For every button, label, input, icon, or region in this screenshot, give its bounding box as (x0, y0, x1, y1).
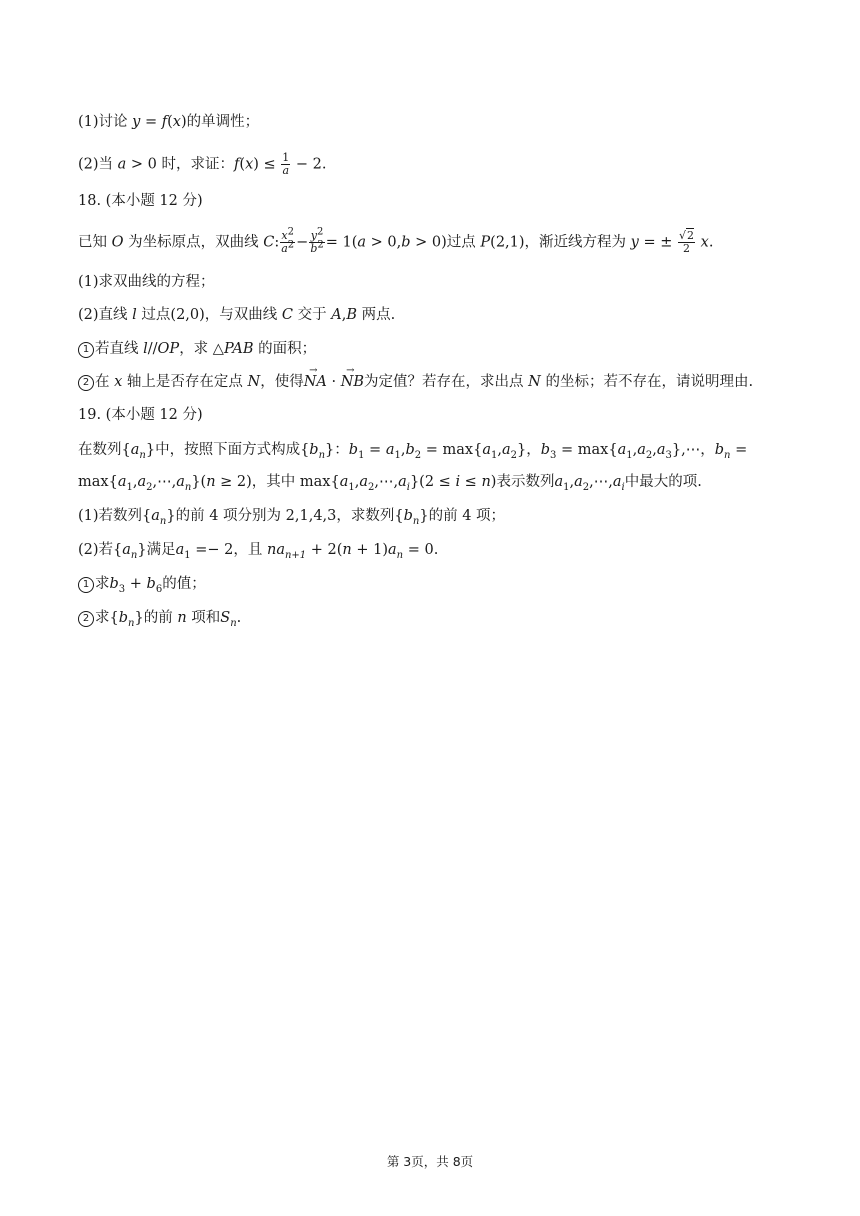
p19-sub1: 1 求$b_3 + b_6$的值； (78, 574, 206, 594)
p19-part1: (1)若数列$\{a_n\}$的前 4 项分别为 2,1,4,3，求数列$\{b_n\}$的前 4 项； (78, 508, 506, 527)
p19-part2: (2)若$\{a_n\}$满足$a_1 =- 2$，且 $na_{n+1} + 2(n + 1)a_n = 0$. (78, 542, 439, 561)
p19-stem-line1: 在数列$\{a_n\}$中，按照下面方式构成$\{b_n\}$：$b_1 = a_1,b_2 = \max\{a_1,a_2\}$，$b_3$ = $\max\{a_1,a_2,a_3\},\cdots$，$b_n$ = (78, 442, 748, 461)
p19-sub2: 2 求$\{b_n\}$的前 n 项和$S_n$. (78, 608, 241, 628)
p18-part2: (2)直线 l 过点(2,0)，与双曲线 C 交于 A,B 两点. (78, 307, 396, 323)
p17-part2: (2)当 a > 0 时，求证：f(x) ≤ $\frac{1}{a}$ − 2. (78, 151, 327, 177)
p19-stem-line2: $\max\{a_1,a_2,\cdots,a_n\}(n \ge 2)$，其中 $\max\{a_1,a_2,\cdots,a_i\}(2 \le i \le n)$表示数列$a_1,a_2,\cdots,a_i$中最大的项. (78, 474, 702, 493)
p19-header: 19. (本小题 12 分) (78, 407, 203, 423)
p17-part1: (1)讨论 y = f(x)的单调性； (78, 114, 260, 130)
p18-header: 18. (本小题 12 分) (78, 193, 203, 209)
p18-sub1: 1 若直线 l//OP，求 △PAB 的面积； (78, 339, 316, 359)
p18-part1: (1)求双曲线的方程； (78, 274, 215, 290)
p18-stem: 已知 O 为坐标原点，双曲线 C: $\frac{x^2}{a^2}$ − $\frac{y^2}{b^2}$ = 1(a > 0,b > 0)过点 P(2,1)，渐近线方程为 y = ± $\frac{√2}{2}$ x. (78, 226, 714, 255)
p18-sub2: 2 在 x 轴上是否存在定点 N，使得→ NA · → NB为定值？若存在，求出点 N 的坐标；若不存在，请说明理由. (78, 372, 753, 392)
page-footer: 第 3页，共 8页 (386, 1154, 474, 1169)
